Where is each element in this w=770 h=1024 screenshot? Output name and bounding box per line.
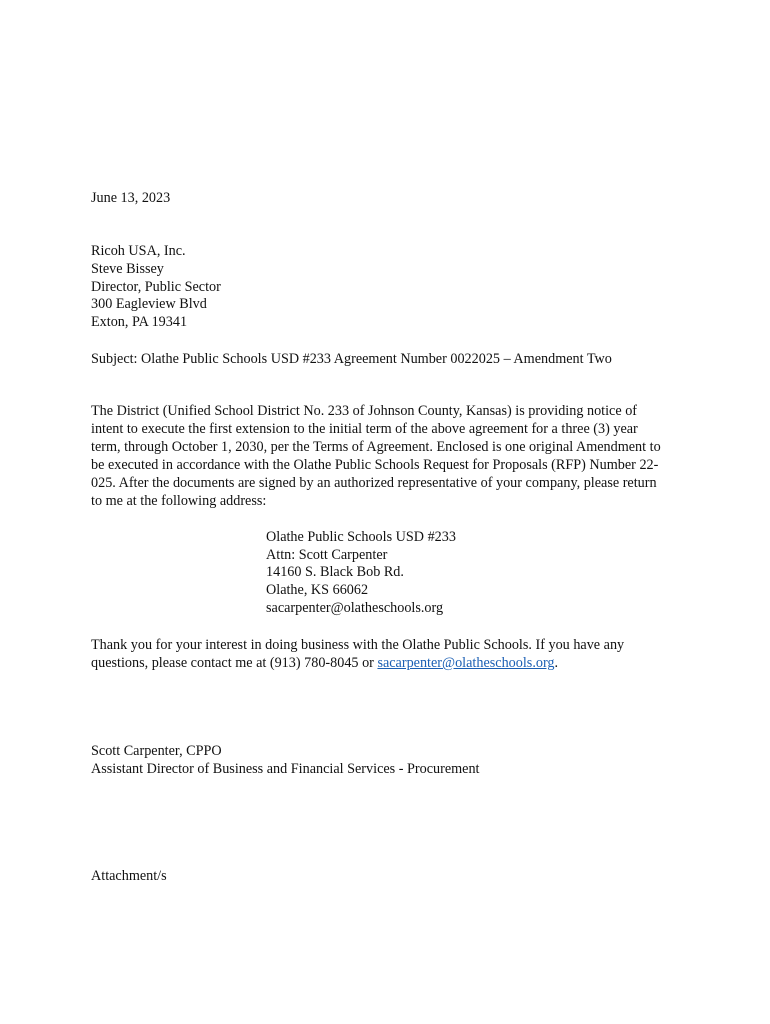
body-line: to me at the following address: (91, 493, 267, 509)
body-line: be executed in accordance with the Olathe Public Schools Request for Proposals (RFP) Number 22- (91, 457, 659, 473)
closing-line-2 (91, 654, 558, 672)
body-line: term, through October 1, 2030, per the Terms of Agreement. Enclosed is one original Amendment to (91, 439, 661, 455)
email-link[interactable]: sacarpenter@olatheschools.org (377, 655, 555, 671)
closing-period: . (554, 655, 559, 671)
signature-title: Assistant Director of Business and Financial Services - Procurement (91, 761, 480, 777)
signature-name: Scott Carpenter, CPPO (91, 743, 222, 759)
recipient-name: Steve Bissey (91, 261, 164, 277)
return-email: sacarpenter@olatheschools.org (266, 600, 444, 616)
body-line: The District (Unified School District No. 233 of Johnson County, Kansas) is providing notice of (91, 403, 638, 419)
closing-line-1: Thank you for your interest in doing business with the Olathe Public Schools. If you have any (91, 637, 625, 653)
letter-date: June 13, 2023 (91, 190, 171, 206)
closing-contact-text: questions, please contact me at (913) 780-8045 or (91, 655, 378, 671)
attachments-label: Attachment/s (91, 868, 167, 884)
subject-line: Subject: Olathe Public Schools USD #233 Agreement Number 0022025 – Amendment Two (91, 351, 612, 367)
recipient-title: Director, Public Sector (91, 279, 221, 295)
body-line: 025. After the documents are signed by an authorized representative of your company, please return (91, 475, 657, 491)
recipient-city: Exton, PA 19341 (91, 314, 188, 330)
recipient-street: 300 Eagleview Blvd (91, 296, 207, 312)
return-city: Olathe, KS 66062 (266, 582, 369, 598)
return-street: 14160 S. Black Bob Rd. (266, 564, 404, 580)
recipient-company: Ricoh USA, Inc. (91, 243, 186, 259)
return-org: Olathe Public Schools USD #233 (266, 529, 456, 545)
body-line: intent to execute the first extension to the initial term of the above agreement for a three (3) year (91, 421, 638, 437)
return-attn: Attn: Scott Carpenter (266, 547, 388, 563)
